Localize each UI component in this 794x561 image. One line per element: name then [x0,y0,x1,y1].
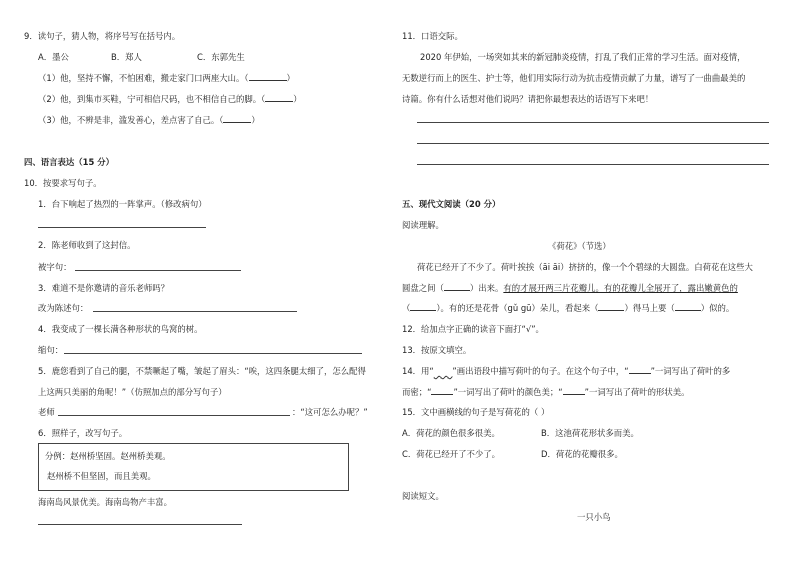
q14-line-2 [402,387,690,397]
section-4-title: 四、语言表达（15 分） [24,157,114,167]
q11-answer-line-2[interactable] [417,143,769,144]
q9-option-a: A．墨公 [38,52,69,62]
q9-answer-1-blank[interactable] [249,80,287,81]
q11-para-3: 诗篇。你有什么话想对他们说吗？请把你最想表达的话语写下来吧！ [402,94,654,104]
q10-s5-end: ：“这可怎么办呢？” [292,407,368,417]
q14-l2-a: 而密；“ [402,387,432,397]
q15-option-d: D．荷花的花瓣很多。 [541,449,623,459]
q9-item-3 [38,115,260,125]
q10-s4-answer-line[interactable] [64,353,362,354]
example-line-1: 分例：赵州桥坚固。赵州桥美观。 [45,451,171,461]
passage-l3-a: （ [402,303,411,313]
q10-s6: 6．照样子，改写句子。 [38,428,128,438]
reading-2-title: 阅读短文。 [402,491,444,501]
passage-l3-b: ）。有的还是花骨（gǔ gū）朵儿，看起来（ [436,303,599,313]
q10-s5-line2: 上这两只美丽的角呢！”（仿照加点的部分写句子） [38,387,227,397]
passage-blank-3[interactable] [598,310,624,311]
q14-l1-c: ”一词写出了荷叶的多 [650,366,731,376]
passage-line-1: 荷花已经开了不少了。荷叶挨挨（āi āi）挤挤的，像一个个碧绿的大圆盘。白荷花在这些大 [417,262,753,272]
passage-l2-b: ）出来。 [469,283,504,293]
q15-stem: 15．文中画横线的句子是写荷花的（ ） [402,407,550,417]
q10-s2-answer-line[interactable] [75,270,241,271]
q9-option-b: B．郑人 [111,52,142,62]
q9-item-2-text: （2）他，到集市买鞋，宁可相信尺码，也不相信自己的脚。（ [38,94,266,104]
passage-l3-d: ）似的。 [700,303,735,313]
passage-blank-1[interactable] [444,290,470,291]
q15-option-c: C．荷花已经开了不少了。 [402,449,500,459]
q14-blank-3[interactable] [563,394,585,395]
q15-option-a: A．荷花的颜色很多很美。 [402,428,500,438]
q15-option-b: B．这池荷花形状多而美。 [541,428,639,438]
q14-blank-2[interactable] [431,394,453,395]
q14-line-1 [402,366,730,376]
q9-answer-2-blank[interactable] [265,101,293,102]
q9-item-1-text: （1）他，坚持不懈，不怕困难，搬走家门口两座大山。（ [38,73,249,83]
q13-stem: 13．按原文填空。 [402,345,472,355]
q14-l1-b: ”画出语段中描写荷叶的句子。在这个句子中，“ [452,366,629,376]
q10-s3-answer-line[interactable] [93,311,297,312]
poem-title: 《荷花》（节选） [548,241,611,251]
story-title: 一只小鸟 [577,512,611,522]
passage-l3-c: ）得马上要（ [624,303,675,313]
passage-blank-2[interactable] [410,310,436,311]
q10-s3-label: 改为陈述句： [38,303,89,313]
q14-l1-a: 14．用“ [402,366,434,376]
q9-item-1-close: ） [286,73,295,83]
q14-wavy-line-mark [434,366,453,376]
q10-s4: 4．我变成了一棵长满各种形状的鸟窝的树。 [38,324,203,334]
q10-s6-item: 海南岛风景优美。海南岛物产丰富。 [38,497,172,507]
passage-line-2 [402,283,738,293]
example-line-2: 赵州桥不但坚固，而且美观。 [47,471,156,481]
q11-stem: 11．口语交际。 [402,31,463,41]
q14-blank-1[interactable] [629,373,651,374]
section-5-title: 五、现代文阅读（20 分） [402,199,501,209]
q11-para-1: 2020 年伊始，一场突如其来的新冠肺炎疫情，打乱了我们正常的学习生活。面对疫情， [420,52,746,62]
q9-item-1 [38,73,295,83]
q9-item-3-text: （3）他，不辨是非，滥发善心，差点害了自己。（ [38,115,224,125]
q10-s3: 3．难道不是你邀请的音乐老师吗？ [38,283,169,293]
q12-stem: 12．给加点字正确的读音下面打“√”。 [402,324,544,334]
q9-stem: 9．读句子，猜人物，将序号写在括号内。 [24,31,181,41]
passage-l2-a: 圆盘之间（ [402,283,444,293]
q10-s5-line1: 5．鹿您看到了自己的腿，不禁噘起了嘴，皱起了眉头：“唉，这四条腿太细了，怎么配得 [38,366,366,376]
example-box [38,443,349,491]
q10-s1: 1．台下响起了热烈的一阵掌声。（修改病句） [38,199,207,209]
q11-answer-line-3[interactable] [417,164,769,165]
passage-blank-4[interactable] [675,310,701,311]
q9-item-3-close: ） [251,115,260,125]
q10-s2: 2．陈老师收到了这封信。 [38,240,136,250]
q11-answer-line-1[interactable] [417,122,769,123]
q9-item-2-close: ） [293,94,302,104]
q14-l2-b: ”一词写出了荷叶的颜色美；“ [453,387,563,397]
q9-answer-3-blank[interactable] [223,122,251,123]
q9-option-c: C．东郭先生 [197,52,245,62]
q10-s5-label: 老师 [38,407,55,417]
q10-stem: 10．按要求写句子。 [24,178,102,188]
q9-item-2 [38,94,302,104]
passage-line-3 [402,303,734,313]
q10-s5-answer-line[interactable] [58,415,290,416]
passage-underlined-sentence: 有的才展开两三片花瓣儿。有的花瓣儿全展开了，露出嫩黄色的 [503,283,738,293]
q10-s4-label: 缩句： [38,345,64,355]
q11-para-2: 无数逆行而上的医生、护士等，他们用实际行动为抗击疫情贡献了力量，谱写了一曲曲最美的 [402,73,746,83]
q10-s1-answer-line[interactable] [38,227,206,228]
q10-s6-answer-line[interactable] [38,524,242,525]
reading-1-title: 阅读理解。 [402,220,444,230]
q14-l2-c: ”一词写出了荷叶的形状美。 [584,387,690,397]
q10-s2-label: 被字句： [38,262,72,272]
